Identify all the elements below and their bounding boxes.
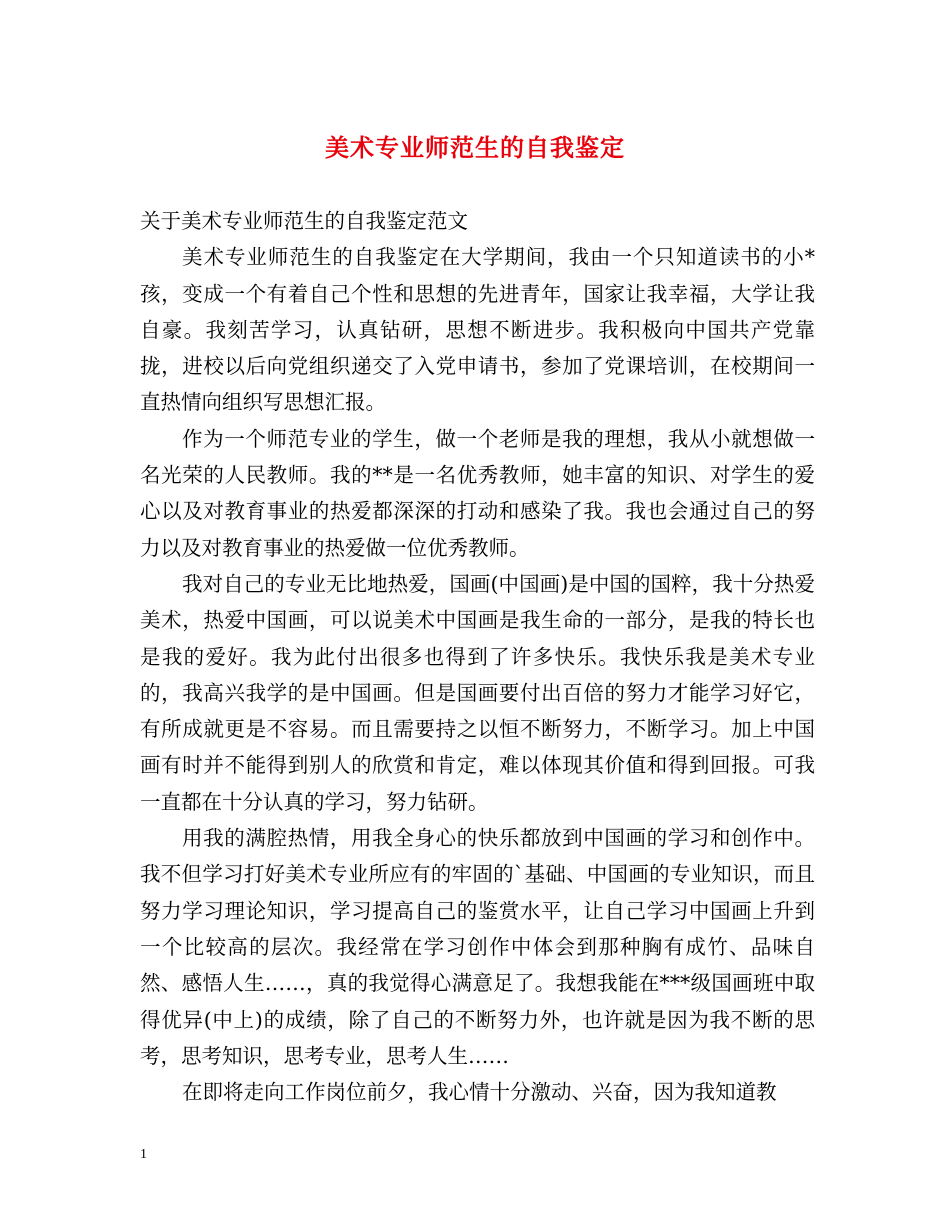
paragraph-4: 用我的满腔热情，用我全身心的快乐都放到中国画的学习和创作中。我不但学习打好美术专业所应有的牢固的`基础、中国画的专业知识，而且努力学习理论知识，学习提高自己的鉴赏水平，让自己学习中国画上升到一个比较高的层次。我经常在学习创作中体会到那种胸有成竹、品味自然、感悟人生……，真的我觉得心满意足了。我想我能在***级国画班中取得优异(中上)的成绩，除了自己的不断努力外，也许就是因为我不断的思考，思考知识，思考专业，思考人生…… bbox=[140, 826, 815, 1068]
document-title: 美术专业师范生的自我鉴定 bbox=[325, 133, 625, 162]
document-body bbox=[140, 203, 815, 1110]
paragraph-2: 作为一个师范专业的学生，做一个老师是我的理想，我从小就想做一名光荣的人民教师。我的**是一名优秀教师，她丰富的知识、对学生的爱心以及对教育事业的热爱都深深的打动和感染了我。我也会通过自己的努力以及对教育事业的热爱做一位优秀教师。 bbox=[140, 426, 815, 560]
document-subtitle: 关于美术专业师范生的自我鉴定范文 bbox=[140, 209, 468, 233]
page-number: 1 bbox=[140, 1147, 147, 1162]
paragraph-1: 美术专业师范生的自我鉴定在大学期间，我由一个只知道读书的小*孩，变成一个有着自己个性和思想的先进青年，国家让我幸福，大学让我自豪。我刻苦学习，认真钻研，思想不断进步。我积极向中国共产党靠拢，进校以后向党组织递交了入党申请书，参加了党课培训，在校期间一直热情向组织写思想汇报。 bbox=[140, 245, 815, 415]
paragraph-5: 在即将走向工作岗位前夕，我心情十分激动、兴奋，因为我知道教 bbox=[182, 1080, 777, 1105]
paragraph-3: 我对自己的专业无比地热爱，国画(中国画)是中国的国粹，我十分热爱美术，热爱中国画，可以说美术中国画是我生命的一部分，是我的特长也是我的爱好。我为此付出很多也得到了许多快乐。我快乐我是美术专业的，我高兴我学的是中国画。但是国画要付出百倍的努力才能学习好它，有所成就更是不容易。而且需要持之以恒不断努力，不断学习。加上中国画有时并不能得到别人的欣赏和肯定，难以体现其价值和得到回报。可我一直都在十分认真的学习，努力钻研。 bbox=[140, 571, 815, 814]
